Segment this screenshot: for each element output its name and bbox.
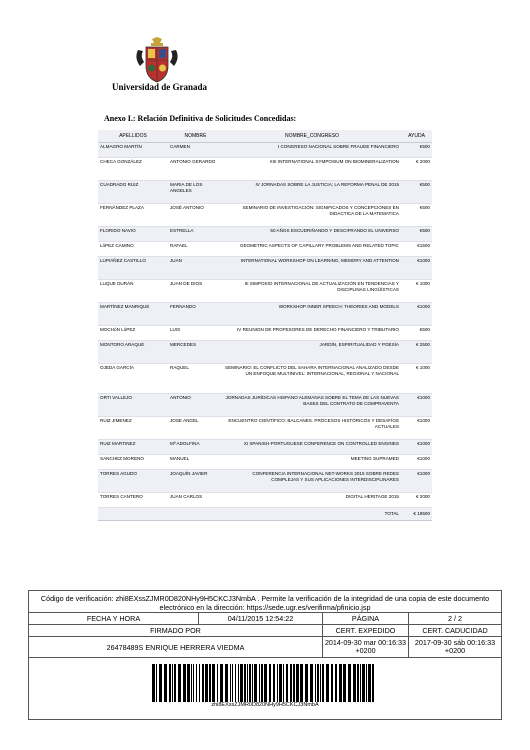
cell-apellidos: FLORIDO NAVIO — [98, 227, 168, 242]
cell-apellidos: OJEDA GARCÍA — [98, 364, 168, 394]
date-value: 04/11/2015 12:54:22 — [199, 613, 323, 624]
cell-ayuda: €1500 — [401, 242, 432, 257]
table-row — [98, 455, 432, 470]
table-row — [98, 440, 432, 455]
cell-apellidos: MOCHóN LóPEZ — [98, 326, 168, 341]
barcode-image — [150, 664, 380, 702]
cell-ayuda: € 2500 — [401, 341, 432, 364]
total-value: € 19500 — [401, 508, 432, 521]
cell-apellidos: MARTÍNEZ MANRIQUE — [98, 303, 168, 326]
barcode-text: zhi8EXssZJMR0D820NHy9H5CKCJ3NmbA — [211, 702, 319, 708]
cell-ayuda: € 1000 — [401, 280, 432, 303]
table-row — [98, 417, 432, 440]
cell-ayuda: €1000 — [401, 394, 432, 417]
table-row — [98, 470, 432, 493]
cell-ayuda: €500 — [401, 143, 432, 158]
table-header-row — [98, 130, 432, 143]
cell-ayuda: €1000 — [401, 440, 432, 455]
cell-congreso: XIII INTERNATIONAL SYMPOSIUM ON BIOMINERALIZATION — [223, 158, 401, 181]
signed-by-label: FIRMADO POR — [29, 625, 323, 636]
cell-congreso: IV REUNION DE PROFESORES DE DERECHO FINANCIERO Y TRIBUTARIO — [223, 326, 401, 341]
table-row — [98, 394, 432, 417]
cert-expiry-value: 2017-09-30 sáb 00:16:33 +0200 — [414, 638, 496, 655]
cell-congreso: SEMINARIO DE INVESTIGACIÓN: SIGNIFICADOS Y CONCEPCIONES EN DIDACTICA DE LA MATEMATICA — [223, 204, 401, 227]
cell-ayuda: €1000 — [401, 455, 432, 470]
cell-nombre: LUIS — [168, 326, 223, 341]
cell-congreso: IV JORNADAS SOBRE LA JUSTICIA; LA REFORMA PENAL DE 2015 — [223, 181, 401, 204]
cell-ayuda: €500 — [401, 181, 432, 204]
table-row — [98, 303, 432, 326]
cell-apellidos: TORRES AGUDO — [98, 470, 168, 493]
cell-congreso: WORKSHOP INNER SPEECH: THEORIES AND MODELS — [223, 303, 401, 326]
table-row — [98, 242, 432, 257]
cell-congreso: ENCUENTRO CIENTÍFICO: BALCANES. PROCESOS HISTÓRICOS Y DESAFÍOS ACTUALES — [223, 417, 401, 440]
table-row — [98, 227, 432, 242]
university-crest-logo — [132, 36, 182, 86]
column-header-congreso: NOMBRE_CONGRESO — [223, 130, 401, 143]
cell-congreso: SEMINARIO: EL CONFLICTO DEL SAHARA INTERNACIONAL ANALIZADO DESDE UN ENFOQUE MULTINIVEL: INTERNACIONAL, REGIONAL Y NACIONAL — [223, 364, 401, 394]
cell-apellidos: TORRES CANTERO — [98, 493, 168, 508]
date-page-row — [29, 613, 501, 625]
signer-header-row — [29, 625, 501, 637]
cell-congreso: III SIMPOSIO INTERNACIONAL DE ACTUALIZACIÓN EN TENDENCIAS Y DISCIPLINAS LINGÜÍSTICAS — [223, 280, 401, 303]
cell-nombre: JUAN CARLOS — [168, 493, 223, 508]
signer-values-row — [29, 637, 501, 658]
cell-nombre: JOAQUÍN JAVIER — [168, 470, 223, 493]
cell-congreso: XI SPANISH-PORTUGUESE CONFERENCE ON CONTROLLED ENGINES — [223, 440, 401, 455]
cell-congreso: DIGITAL HERITAGE 2015 — [223, 493, 401, 508]
cell-congreso: I CONGRESO NACIONAL SOBRE FRAUDE FINANCIERO — [223, 143, 401, 158]
cell-congreso: INTERNATIONAL WORKSHOP ON LEARNING, MEMORY AND ATTENTION — [223, 257, 401, 280]
verification-code-text: Código de verificación: zhi8EXssZJMR0D820NHy9H5CKCJ3NmbA . Permite la verificación de la integridad de una copia de este documento electrónico en la dirección: https://sede.ugr.es/verifirma/pfinicio.jsp — [29, 591, 501, 613]
cell-nombre: CARMEN — [168, 143, 223, 158]
cell-apellidos: CUADRADO RUIZ — [98, 181, 168, 204]
university-name: Universidad de Granada — [112, 82, 208, 92]
signer-name: 26478489S ENRIQUE HERRERA VIEDMA — [29, 637, 323, 657]
cell-nombre: MARIA DE LOS ANGELES — [168, 181, 223, 204]
cert-issued-label: CERT. EXPEDIDO — [323, 625, 409, 636]
cell-ayuda: € 2000 — [401, 158, 432, 181]
cell-nombre: ESTRELLA — [168, 227, 223, 242]
table-row — [98, 326, 432, 341]
cell-nombre: JOSE ANGEL — [168, 417, 223, 440]
cell-ayuda: €1000 — [401, 303, 432, 326]
cell-congreso: CONFERENCIA INTERNACIONAL NET-WORKS 2015 SOBRE REDES COMPLEJAS Y SUS APLICACIONES INTERDISCIPLINARES — [223, 470, 401, 493]
cell-nombre: ANTONIO — [168, 394, 223, 417]
cell-nombre: JUAN DE DIOS — [168, 280, 223, 303]
table-row — [98, 257, 432, 280]
table-row — [98, 204, 432, 227]
cell-congreso: GEOMETRIC ASPECTS OF CAPILLARY PROBLEMS AND RELATED TOPIC — [223, 242, 401, 257]
table-row — [98, 341, 432, 364]
column-header-nombre: NOMBRE — [168, 130, 223, 143]
table-row — [98, 364, 432, 394]
column-header-ayuda: AYUDA — [401, 130, 432, 143]
cell-ayuda: €1000 — [401, 417, 432, 440]
cell-apellidos: MONTORO ARAQUE — [98, 341, 168, 364]
cell-ayuda: € 1000 — [401, 364, 432, 394]
cell-ayuda: €1000 — [401, 257, 432, 280]
cell-nombre: MANUEL — [168, 455, 223, 470]
cell-nombre: MERCEDES — [168, 341, 223, 364]
table-row — [98, 143, 432, 158]
cell-nombre: RAFAEL — [168, 242, 223, 257]
cell-congreso: JORNADAS JURÍDICAS HISPANO ALEMANAS SOBRE EL TEMA DE LAS NUEVAS BASES DEL CONTRATO DE COMPRAVENTA — [223, 394, 401, 417]
cell-ayuda: €500 — [401, 326, 432, 341]
cell-apellidos: ORTI VALLEJO — [98, 394, 168, 417]
cert-expiry-label: CERT. CADUCIDAD — [422, 626, 488, 635]
date-label: FECHA Y HORA — [29, 613, 199, 624]
cert-issued-value: 2014-09-30 mar 00:16:33 +0200 — [323, 637, 409, 657]
total-row — [98, 508, 432, 521]
table-row — [98, 280, 432, 303]
table-row — [98, 158, 432, 181]
cell-nombre: ANTONIO GERARDO — [168, 158, 223, 181]
cell-congreso: JARDÍN, ESPIRITUALIDAD Y POESÍA — [223, 341, 401, 364]
page-label: PÁGINA — [323, 613, 409, 624]
annex-title: Anexo I.: Relación Definitiva de Solicitudes Concedidas: — [104, 114, 297, 123]
cell-apellidos: LUQUE DURÁN — [98, 280, 168, 303]
cell-apellidos: RUIZ JIMENEZ — [98, 417, 168, 440]
total-label: TOTAL — [223, 508, 401, 521]
cell-nombre: RAQUEL — [168, 364, 223, 394]
cell-nombre: JUAN — [168, 257, 223, 280]
cell-apellidos: SANCHEZ MORENO — [98, 455, 168, 470]
cell-apellidos: ALMAGRO MARTÍN — [98, 143, 168, 158]
cell-apellidos: LóPEZ CAMINO — [98, 242, 168, 257]
cell-nombre: Mª ADOLFINA — [168, 440, 223, 455]
cell-ayuda: €500 — [401, 227, 432, 242]
cell-ayuda: €1000 — [401, 470, 432, 493]
cell-ayuda: €500 — [401, 204, 432, 227]
verification-footer — [28, 590, 502, 720]
cell-congreso: MEETING SUPRAMED — [223, 455, 401, 470]
cell-nombre: FERNANDO — [168, 303, 223, 326]
table-row — [98, 493, 432, 508]
cell-apellidos: LUPIÁÑEZ CASTILLO — [98, 257, 168, 280]
cell-apellidos: RUIZ MARTINEZ — [98, 440, 168, 455]
cell-apellidos: CHECA GONZÁLEZ — [98, 158, 168, 181]
grants-table — [98, 130, 432, 521]
cell-ayuda: € 2000 — [401, 493, 432, 508]
cell-apellidos: FERNÁNDEZ PLAZA — [98, 204, 168, 227]
table-row — [98, 181, 432, 204]
cell-congreso: 50 AÑOS ESCUDRIÑANDO Y DESCIFRANDO EL UNIVERSO — [223, 227, 401, 242]
cell-nombre: JOSÉ ANTONIO — [168, 204, 223, 227]
column-header-apellidos: APELLIDOS — [98, 130, 168, 143]
page-value: 2 / 2 — [448, 614, 462, 623]
